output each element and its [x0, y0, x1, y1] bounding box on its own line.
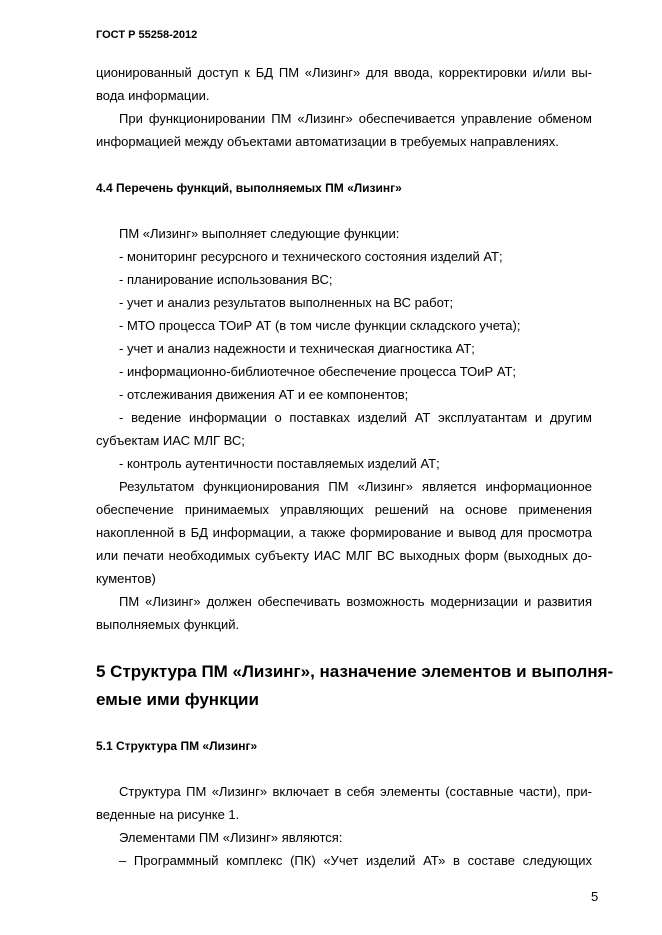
function-item: - учет и анализ надежности и техническая диагностика АТ;	[119, 341, 475, 356]
section-heading-5-continuation: емые ими функции	[96, 690, 259, 709]
function-item: - информационно-библиотечное обеспечение процесса ТОиР АТ;	[119, 364, 517, 379]
section-heading-5: 5 Структура ПМ «Лизинг», назначение элементов и выполня-	[96, 662, 614, 681]
section-heading-5-1: 5.1 Структура ПМ «Лизинг»	[96, 739, 258, 753]
function-item: - планирование использования ВС;	[119, 272, 333, 287]
paragraph-line: вода информации.	[96, 88, 210, 103]
functions-intro: ПМ «Лизинг» выполняет следующие функции:	[119, 226, 400, 241]
paragraph-line: веденные на рисунке 1.	[96, 807, 240, 822]
paragraph-line: Структура ПМ «Лизинг» включает в себя элементы (составные части), при-	[119, 784, 592, 799]
paragraph-line: ПМ «Лизинг» должен обеспечивать возможность модернизации и развития	[119, 594, 592, 609]
paragraph-line: накопленной в БД информации, а также формирование и вывод для просмотра	[96, 525, 592, 540]
doc-header: ГОСТ Р 55258-2012	[96, 29, 198, 41]
paragraph-line: Результатом функционирования ПМ «Лизинг» является информационное	[119, 479, 592, 494]
function-item-continuation: субъектам ИАС МЛГ ВС;	[96, 433, 245, 448]
function-item: - мониторинг ресурсного и технического состояния изделий АТ;	[119, 249, 503, 264]
function-item: - ведение информации о поставках изделий АТ эксплуатантам и другим	[119, 410, 592, 425]
paragraph-line: или печати необходимых субъекту ИАС МЛГ ВС выходных форм (выходных до-	[96, 548, 592, 563]
function-item: - МТО процесса ТОиР АТ (в том числе функции складского учета);	[119, 318, 521, 333]
paragraph-line: кументов)	[96, 571, 156, 586]
function-item: - контроль аутентичности поставляемых изделий АТ;	[119, 456, 440, 471]
paragraph-line: – Программный комплекс (ПК) «Учет изделий АТ» в составе следующих	[119, 853, 592, 868]
paragraph-line: При функционировании ПМ «Лизинг» обеспечивается управление обменом	[119, 111, 592, 126]
section-heading-4-4: 4.4 Перечень функций, выполняемых ПМ «Лизинг»	[96, 181, 402, 195]
paragraph-line: информацией между объектами автоматизации в требуемых направлениях.	[96, 134, 559, 149]
paragraph-line: выполняемых функций.	[96, 617, 240, 632]
function-item: - учет и анализ результатов выполненных на ВС работ;	[119, 295, 454, 310]
paragraph-line: ционированный доступ к БД ПМ «Лизинг» для ввода, корректировки и/или вы-	[96, 65, 592, 80]
function-item: - отслеживания движения АТ и ее компонентов;	[119, 387, 409, 402]
paragraph-line: Элементами ПМ «Лизинг» являются:	[119, 830, 343, 845]
page-number: 5	[591, 889, 599, 904]
paragraph-line: обеспечение принимаемых управляющих решений на основе применения	[96, 502, 592, 517]
